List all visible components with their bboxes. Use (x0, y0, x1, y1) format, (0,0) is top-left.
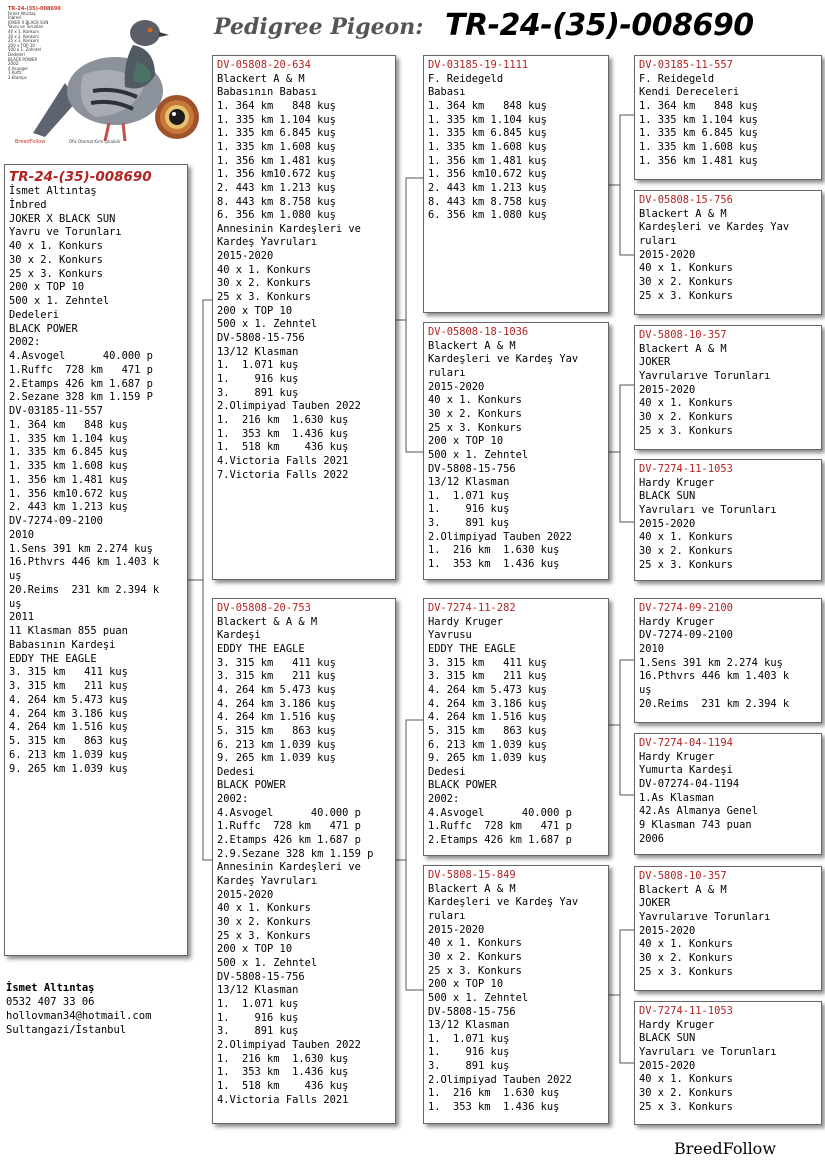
photo-overlay-line: İsmet Altıntaş (8, 10, 36, 16)
pedigree-line: 1. 353 km 1.436 kuş (217, 1066, 349, 1079)
pedigree-line: 6. 213 km 1.039 kuş (9, 748, 128, 761)
grandsire-dam-lines (428, 616, 604, 848)
pedigree-line: F. Reidegeld (639, 72, 715, 85)
pedigree-line: 3. 315 km 411 kuş (428, 656, 547, 669)
pedigree-line: 1. 335 km 6.845 kuş (217, 127, 336, 140)
pedigree-line: 2002: (9, 336, 41, 349)
pedigree-line: 1. 518 km 436 kuş (217, 441, 349, 454)
pedigree-line: 1. 353 km 1.436 kuş (428, 1101, 560, 1114)
pedigree-line: 2015-2020 (639, 517, 696, 530)
owner-name: İsmet Altıntaş (6, 982, 95, 994)
pedigree-line: JOKER (639, 897, 671, 910)
pedigree-line: 30 x 2. Konkurs (639, 544, 733, 557)
pedigree-line: 3. 315 km 211 kuş (9, 680, 128, 692)
pedigree-line: 4. 264 km 3.186 kuş (217, 697, 336, 710)
pedigree-line: 200 x TOP 10 (217, 304, 293, 317)
ggp-1-lines (639, 73, 817, 169)
pedigree-line: 4.Victoria Falls 2021 (217, 1093, 349, 1106)
pedigree-line: İsmet Altıntaş (9, 185, 97, 197)
pedigree-line: 4.Victoria Falls 2021 (217, 454, 349, 467)
pedigree-line: DV-7274-09-2100 (639, 629, 733, 642)
pedigree-line: 2006 (639, 832, 665, 845)
pedigree-line: 9. 265 km 1.039 kuş (428, 752, 547, 765)
pedigree-line: 1. 356 km10.672 kuş (217, 168, 336, 181)
pedigree-line: Hardy Kruger (639, 615, 715, 628)
ggp-7-lines (639, 884, 817, 980)
pedigree-line: BLACK POWER (217, 779, 286, 792)
pedigree-line: 4. 264 km 5.473 kuş (9, 693, 128, 706)
pedigree-line: Yavrusu (428, 629, 472, 642)
pedigree-line: 13/12 Klasman (428, 1019, 510, 1032)
ggp-5-lines (639, 616, 817, 712)
pedigree-line: 3. 891 kuş (217, 1025, 299, 1038)
pedigree-line: 1. 364 km 848 kuş (639, 99, 758, 112)
pedigree-line: 25 x 3. Konkurs (639, 1100, 733, 1113)
pedigree-line: 2015-2020 (217, 888, 274, 901)
pedigree-line: EDDY THE EAGLE (217, 642, 305, 655)
pedigree-line: BLACK SUN (639, 490, 696, 503)
pedigree-line: 2002: (428, 793, 460, 806)
dam-lines (217, 616, 391, 1108)
pedigree-line: 1. 916 kuş (428, 1046, 510, 1059)
subject-card (4, 164, 188, 956)
pedigree-line: 3. 315 km 211 kuş (217, 670, 336, 683)
pedigree-line: 11 Klasman 855 puan (9, 625, 128, 637)
granddam-dam-ring: DV-5808-15-849 (428, 869, 516, 881)
pedigree-line: 4. 264 km 5.473 kuş (217, 683, 336, 696)
pedigree-line: Kardeşi (217, 629, 261, 642)
photo-overlay-line: 30 x 2. Konkurs (8, 33, 39, 39)
pedigree-line: Babasının Babası (217, 86, 318, 99)
pedigree-line: Blackert A & M (428, 339, 516, 352)
pedigree-line: 1. 356 km10.672 kuş (9, 487, 128, 500)
ggp-4-card (634, 459, 822, 581)
pedigree-line: 40 x 1. Konkurs (428, 937, 522, 950)
ggp-8-card (634, 1001, 822, 1125)
pedigree-line: 40 x 1. Konkurs (639, 1073, 733, 1086)
pedigree-line: Babası (428, 86, 466, 99)
granddam-sire-lines (428, 340, 604, 572)
pedigree-line: 3. 315 km 211 kuş (428, 670, 547, 683)
photo-overlay-line: 1.Ruffc (8, 70, 22, 76)
photo-overlay-line: 2.Etamps (8, 74, 27, 80)
pedigree-line: uş (639, 683, 652, 696)
pedigree-line: 25 x 3. Konkurs (428, 421, 522, 434)
pedigree-line: Kardeş Yavruları (217, 236, 318, 249)
pedigree-line: DV-5808-15-756 (428, 1005, 516, 1018)
ggp-4-lines (639, 477, 817, 573)
granddam-sire-card (423, 322, 609, 580)
dam-ring: DV-05808-20-753 (217, 602, 311, 614)
pedigree-line: DV-07274-04-1194 (639, 777, 740, 790)
pedigree-line: 2.9.Sezane 328 km 1.159 p (217, 847, 374, 860)
ggp-2-lines (639, 208, 817, 304)
pedigree-line: 2.Olimpiyad Tauben 2022 (217, 1038, 361, 1051)
pedigree-line: BLACK POWER (428, 779, 497, 792)
pedigree-line: 5. 315 km 863 kuş (9, 735, 128, 747)
pedigree-line: 2015-2020 (639, 924, 696, 937)
pedigree-line: 200 x TOP 10 (217, 943, 293, 956)
pedigree-line: 2.Etamps 426 km 1.687 p (217, 834, 361, 847)
pedigree-line: 9. 265 km 1.039 kuş (9, 762, 128, 775)
ggp-1-card (634, 55, 822, 180)
pedigree-line: Blackert A & M (217, 72, 305, 85)
photo-overlay-line: JOKER X BLACK SUN (8, 19, 49, 25)
grandsire-dam-card (423, 598, 609, 856)
photo-overlay-line: 40 x 1. Konkurs (8, 28, 39, 34)
photo-overlay-line: 25 x 3. Konkurs (8, 38, 39, 44)
pedigree-line: 30 x 2. Konkurs (9, 253, 103, 266)
pedigree-line: 8. 443 km 8.758 kuş (428, 195, 547, 208)
pedigree-line: Blackert A & M (639, 342, 727, 355)
pedigree-line: 1. 353 km 1.436 kuş (428, 558, 560, 571)
pedigree-line: Hardy Kruger (639, 476, 715, 489)
photo-overlay-line: 500 x 1. Zehntel (8, 47, 42, 53)
pedigree-line: JOKER X BLACK SUN (9, 212, 116, 225)
pedigree-line: Kardeş Yavruları (217, 875, 318, 888)
pedigree-line: 1. 353 km 1.436 kuş (217, 427, 349, 440)
footer-brand: BreedFollow (674, 1139, 777, 1158)
pedigree-line: 4.Asvogel 40.000 p (9, 350, 153, 362)
ggp-8-lines (639, 1019, 817, 1115)
pedigree-line: 2010 (9, 528, 35, 541)
pedigree-line: 1. 356 km 1.481 kuş (428, 154, 547, 167)
pedigree-line: 1. 1.071 kuş (217, 997, 299, 1010)
subject-lines (9, 185, 183, 776)
pedigree-line: 16.Pthvrs 446 km 1.403 k (639, 670, 790, 683)
ggp-6-card (634, 733, 822, 855)
pedigree-line: 42.As Almanya Genel (639, 805, 758, 818)
pedigree-line: 1. 356 km10.672 kuş (428, 168, 547, 181)
ggp-7-card (634, 866, 822, 991)
pedigree-line: Kardeşleri ve Kardeş Yav (639, 221, 790, 234)
photo-overlay-line: 200 x TOP 10 (8, 42, 35, 48)
pedigree-line: EDDY THE EAGLE (428, 642, 516, 655)
pedigree-line: 6. 356 km 1.080 kuş (217, 209, 336, 222)
pedigree-line: 2.Etamps 426 km 1.687 p (9, 377, 153, 390)
pedigree-line: 3. 315 km 411 kuş (217, 656, 336, 669)
ggp-6-lines (639, 751, 817, 847)
pedigree-line: 30 x 2. Konkurs (639, 410, 733, 423)
photo-overlay-line: 2002: (8, 61, 20, 67)
pedigree-line: ruları (428, 909, 466, 922)
grandsire-sire-ring: DV-03185-19-1111 (428, 59, 529, 71)
pedigree-line: Kendi Dereceleri (639, 86, 740, 99)
ggp-2-card (634, 190, 822, 315)
pedigree-line: 40 x 1. Konkurs (639, 938, 733, 951)
photo-overlay-line: Yavru ve Torunları (8, 24, 44, 30)
pedigree-line: 13/12 Klasman (217, 984, 299, 997)
pedigree-line: JOKER (639, 356, 671, 369)
grandsire-sire-card (423, 55, 609, 313)
photo-overlay-line: BLACK POWER (8, 56, 38, 62)
grandsire-sire-lines (428, 73, 604, 223)
pedigree-line: 1. 335 km 6.845 kuş (639, 127, 758, 140)
owner-email: hollovman34@hotmail.com (6, 1010, 152, 1022)
pedigree-line: 20.Reims 231 km 2.394 k (639, 697, 790, 710)
pedigree-line: 40 x 1. Konkurs (639, 397, 733, 410)
pedigree-line: 4. 264 km 1.516 kuş (217, 711, 336, 724)
pedigree-line: 1. 216 km 1.630 kuş (217, 1052, 349, 1065)
pedigree-line: Annesinin Kardeşleri ve (217, 861, 361, 874)
pedigree-line: 13/12 Klasman (428, 476, 510, 489)
pedigree-line: 1.As Klasman (639, 791, 715, 804)
pedigree-line: 25 x 3. Konkurs (9, 267, 103, 280)
pedigree-line: 200 x TOP 10 (428, 435, 504, 448)
pedigree-line: F. Reidegeld (428, 72, 504, 85)
ggp-3-lines (639, 343, 817, 439)
pedigree-line: 40 x 1. Konkurs (217, 263, 311, 276)
pedigree-line: DV-5808-15-756 (428, 462, 516, 475)
pedigree-line: 500 x 1. Zehntel (217, 318, 318, 331)
pedigree-line: DV-5808-15-756 (217, 332, 305, 345)
pedigree-line: 2. 443 km 1.213 kuş (428, 181, 547, 194)
pedigree-line: 2. 443 km 1.213 kuş (217, 181, 336, 194)
pedigree-line: 3. 891 kuş (428, 517, 510, 530)
pedigree-line: 500 x 1. Zehntel (428, 448, 529, 461)
pedigree-line: Yavrularıve Torunları (639, 369, 771, 382)
pedigree-line: 8. 443 km 8.758 kuş (217, 195, 336, 208)
pedigree-line: 1. 335 km 1.608 kuş (217, 140, 336, 153)
pedigree-line: 3. 891 kuş (217, 386, 299, 399)
photo-overlay-line: 4.Asvogel (8, 65, 28, 71)
pedigree-line: 40 x 1. Konkurs (639, 262, 733, 275)
pedigree-line: 2.Olimpiyad Tauben 2022 (428, 1073, 572, 1086)
pedigree-line: Dedesi (428, 765, 466, 778)
pedigree-line: 5. 315 km 863 kuş (428, 724, 547, 737)
pedigree-line: 4. 264 km 1.516 kuş (9, 721, 128, 734)
ggp-8-ring: DV-7274-11-1053 (639, 1005, 733, 1017)
pedigree-line: 30 x 2. Konkurs (428, 950, 522, 963)
pedigree-line: 4. 264 km 5.473 kuş (428, 683, 547, 696)
ggp-1-ring: DV-03185-11-557 (639, 59, 733, 71)
pedigree-line: 2002: (217, 793, 249, 806)
pedigree-line: 6. 213 km 1.039 kuş (217, 738, 336, 751)
granddam-sire-ring: DV-05808-18-1036 (428, 326, 529, 338)
page-title-ring: TR-24-(35)-008690 (445, 8, 754, 43)
pedigree-line: Kardeşleri ve Kardeş Yav (428, 896, 579, 909)
pedigree-line: 1.Sens 391 km 2.274 kuş (639, 656, 783, 669)
pedigree-line: 30 x 2. Konkurs (217, 277, 311, 290)
pedigree-line: 25 x 3. Konkurs (217, 929, 311, 942)
pedigree-line: 1. 364 km 848 kuş (9, 418, 128, 431)
pedigree-line: 2015-2020 (217, 250, 274, 263)
pedigree-line: 30 x 2. Konkurs (639, 951, 733, 964)
pedigree-line: 40 x 1. Konkurs (217, 902, 311, 915)
pedigree-line: 500 x 1. Zehntel (428, 991, 529, 1004)
pedigree-line: 4.Asvogel 40.000 p (428, 806, 572, 819)
pedigree-line: 1. 335 km 1.104 kuş (9, 432, 128, 445)
photo-overlay-line: İnbred (8, 15, 21, 21)
pedigree-line: 2015-2020 (428, 380, 485, 393)
pedigree-line: 2.Olimpiyad Tauben 2022 (428, 530, 572, 543)
pedigree-line: 30 x 2. Konkurs (639, 275, 733, 288)
pedigree-line: DV-7274-09-2100 (9, 515, 103, 527)
pedigree-line: 1. 335 km 1.104 kuş (217, 113, 336, 126)
pedigree-line: 9. 265 km 1.039 kuş (217, 752, 336, 765)
pedigree-line: 2015-2020 (428, 923, 485, 936)
pedigree-line: 1. 364 km 848 kuş (428, 99, 547, 112)
pedigree-line: 1. 335 km 1.104 kuş (639, 113, 758, 126)
pedigree-line: 1.Ruffc 728 km 471 p (217, 820, 361, 833)
pedigree-line: 1. 335 km 1.608 kuş (639, 140, 758, 153)
pedigree-line: 1. 364 km 848 kuş (217, 99, 336, 112)
sire-card (212, 55, 396, 580)
pedigree-line: BLACK SUN (639, 1032, 696, 1045)
pedigree-line: BLACK POWER (9, 322, 78, 335)
dam-card (212, 598, 396, 1124)
pedigree-line: 16.Pthvrs 446 km 1.403 k (9, 556, 160, 569)
pedigree-line: 3. 891 kuş (428, 1060, 510, 1073)
photo-caption: Ofis Otomat Kimi Çıkabilir (69, 139, 121, 144)
pedigree-line: 2.Sezane 328 km 1.159 P (9, 391, 153, 404)
pedigree-line: ruları (639, 234, 677, 247)
pedigree-line: 1. 335 km 6.845 kuş (9, 446, 128, 459)
pedigree-line: 40 x 1. Konkurs (9, 240, 103, 252)
pedigree-line: 2.Olimpiyad Tauben 2022 (217, 400, 361, 413)
pedigree-line: Yavruları ve Torunları (639, 1045, 777, 1058)
pedigree-line: 4. 264 km 3.186 kuş (9, 707, 128, 720)
pedigree-line: Hardy Kruger (639, 750, 715, 763)
pedigree-line: 1. 916 kuş (217, 1011, 299, 1024)
pedigree-line: 2.Etamps 426 km 1.687 p (428, 834, 572, 847)
page-title-label: Pedigree Pigeon: (214, 14, 424, 40)
pedigree-line: 1. 216 km 1.630 kuş (428, 544, 560, 557)
pedigree-line: İnbred (9, 198, 47, 211)
pedigree-line: 2015-2020 (639, 1059, 696, 1072)
pedigree-line: Yumurta Kardeşi (639, 764, 733, 777)
ggp-3-ring: DV-5808-10-357 (639, 329, 727, 341)
pedigree-line: 13/12 Klasman (217, 345, 299, 358)
pedigree-line: 1. 216 km 1.630 kuş (217, 414, 349, 426)
pedigree-line: 3. 315 km 411 kuş (9, 666, 128, 679)
owner-info (6, 981, 201, 1037)
pedigree-line: 1. 1.071 kuş (428, 1032, 510, 1045)
pedigree-line: 25 x 3. Konkurs (217, 291, 311, 304)
granddam-dam-lines (428, 883, 604, 1115)
pedigree-line: Kardeşleri ve Kardeş Yav (428, 353, 579, 366)
pedigree-line: 1. 916 kuş (428, 503, 510, 516)
owner-phone: 0532 407 33 06 (6, 996, 95, 1008)
ggp-7-ring: DV-5808-10-357 (639, 870, 727, 882)
pedigree-line: Babasının Kardeşi (9, 638, 116, 651)
pedigree-line: 6. 213 km 1.039 kuş (428, 738, 547, 751)
pedigree-line: Blackert A & M (639, 207, 727, 220)
pedigree-line: 4.Asvogel 40.000 p (217, 806, 361, 819)
pedigree-line: 9 Klasman 743 puan (639, 818, 752, 831)
ggp-6-ring: DV-7274-04-1194 (639, 737, 733, 749)
pedigree-line: 200 x TOP 10 (428, 978, 504, 991)
pedigree-line: Yavrularıve Torunları (639, 910, 771, 923)
pedigree-line: 2011 (9, 611, 35, 624)
pedigree-line: 25 x 3. Konkurs (639, 558, 733, 571)
pedigree-line: 20.Reims 231 km 2.394 k (9, 583, 160, 596)
pedigree-line: 1. 356 km 1.481 kuş (217, 154, 336, 167)
pedigree-line: Yavruları ve Torunları (639, 503, 777, 516)
pedigree-line: 1. 1.071 kuş (428, 489, 510, 502)
pedigree-line: 1. 916 kuş (217, 373, 299, 386)
pedigree-line: 40 x 1. Konkurs (428, 394, 522, 407)
photo-overlay-line: Dedeleri (8, 51, 25, 57)
pedigree-line: ruları (428, 366, 466, 379)
pedigree-line: 30 x 2. Konkurs (428, 407, 522, 420)
ggp-4-ring: DV-7274-11-1053 (639, 463, 733, 475)
ggp-2-ring: DV-05808-15-756 (639, 194, 733, 206)
pedigree-line: 1. 356 km 1.481 kuş (639, 154, 758, 167)
pedigree-line: 25 x 3. Konkurs (639, 289, 733, 302)
pedigree-line: 25 x 3. Konkurs (639, 965, 733, 978)
pedigree-line: 1. 335 km 6.845 kuş (428, 127, 547, 140)
ggp-5-ring: DV-7274-09-2100 (639, 602, 733, 614)
photo-logo: BreedFollow (15, 139, 46, 145)
pedigree-line: 1. 518 km 436 kuş (217, 1079, 349, 1092)
pedigree-line: Blackert A & M (428, 882, 516, 895)
pedigree-line: Annesinin Kardeşleri ve (217, 222, 361, 235)
ggp-3-card (634, 325, 822, 450)
pedigree-line: 500 x 1. Zehntel (9, 295, 110, 307)
pedigree-line: EDDY THE EAGLE (9, 652, 97, 665)
pedigree-line: 2010 (639, 642, 665, 655)
pedigree-line: 4. 264 km 3.186 kuş (428, 697, 547, 710)
pedigree-line: Hardy Kruger (639, 1018, 715, 1031)
owner-location: Sultangazi/İstanbul (6, 1024, 127, 1036)
pedigree-line: 5. 315 km 863 kuş (217, 724, 336, 737)
pedigree-line: uş (9, 570, 22, 582)
pedigree-line: 2. 443 km 1.213 kuş (9, 501, 128, 514)
pedigree-line: 25 x 3. Konkurs (428, 964, 522, 977)
pedigree-line: DV-03185-11-557 (9, 405, 103, 417)
pedigree-line: 1. 335 km 1.104 kuş (428, 113, 547, 126)
pedigree-line: 1. 1.071 kuş (217, 359, 299, 372)
pedigree-line: DV-5808-15-756 (217, 970, 305, 983)
pedigree-line: 1.Ruffc 728 km 471 p (428, 820, 572, 833)
pedigree-line: 2015-2020 (639, 248, 696, 261)
pedigree-line: 1. 335 km 1.608 kuş (428, 140, 547, 153)
pedigree-line: 25 x 3. Konkurs (639, 424, 733, 437)
pedigree-line: 2015-2020 (639, 383, 696, 396)
ggp-5-card (634, 598, 822, 723)
subject-ring: TR-24-(35)-008690 (9, 169, 152, 185)
pedigree-line: 30 x 2. Konkurs (217, 916, 311, 929)
sire-ring: DV-05808-20-634 (217, 59, 311, 71)
pedigree-line: Dedeleri (9, 308, 60, 321)
pedigree-line: 1.Sens 391 km 2.274 kuş (9, 542, 153, 555)
photo-overlay-ring: TR-24-(35)-008690 (8, 6, 61, 12)
pedigree-line: Dedesi (217, 765, 255, 778)
sire-lines (217, 73, 391, 483)
granddam-dam-card (423, 865, 609, 1124)
pedigree-line: Blackert & A & M (217, 615, 318, 628)
pedigree-line: 1. 216 km 1.630 kuş (428, 1087, 560, 1100)
pedigree-line: Hardy Kruger (428, 615, 504, 628)
pedigree-line: 1.Ruffc 728 km 471 p (9, 363, 153, 376)
pedigree-line: 200 x TOP 10 (9, 281, 85, 294)
pedigree-line: 4. 264 km 1.516 kuş (428, 711, 547, 724)
pedigree-line: 500 x 1. Zehntel (217, 957, 318, 969)
pedigree-line: 1. 356 km 1.481 kuş (9, 473, 128, 486)
pedigree-line: 6. 356 km 1.080 kuş (428, 209, 547, 222)
pedigree-line: uş (9, 597, 22, 610)
pedigree-line: 7.Victoria Falls 2022 (217, 468, 349, 481)
pedigree-line: Yavru ve Torunları (9, 226, 122, 239)
pedigree-line: 30 x 2. Konkurs (639, 1086, 733, 1099)
pedigree-line: 1. 335 km 1.608 kuş (9, 460, 128, 472)
pedigree-line: 40 x 1. Konkurs (639, 531, 733, 544)
grandsire-dam-ring: DV-7274-11-282 (428, 602, 516, 614)
pedigree-line: Blackert A & M (639, 883, 727, 896)
